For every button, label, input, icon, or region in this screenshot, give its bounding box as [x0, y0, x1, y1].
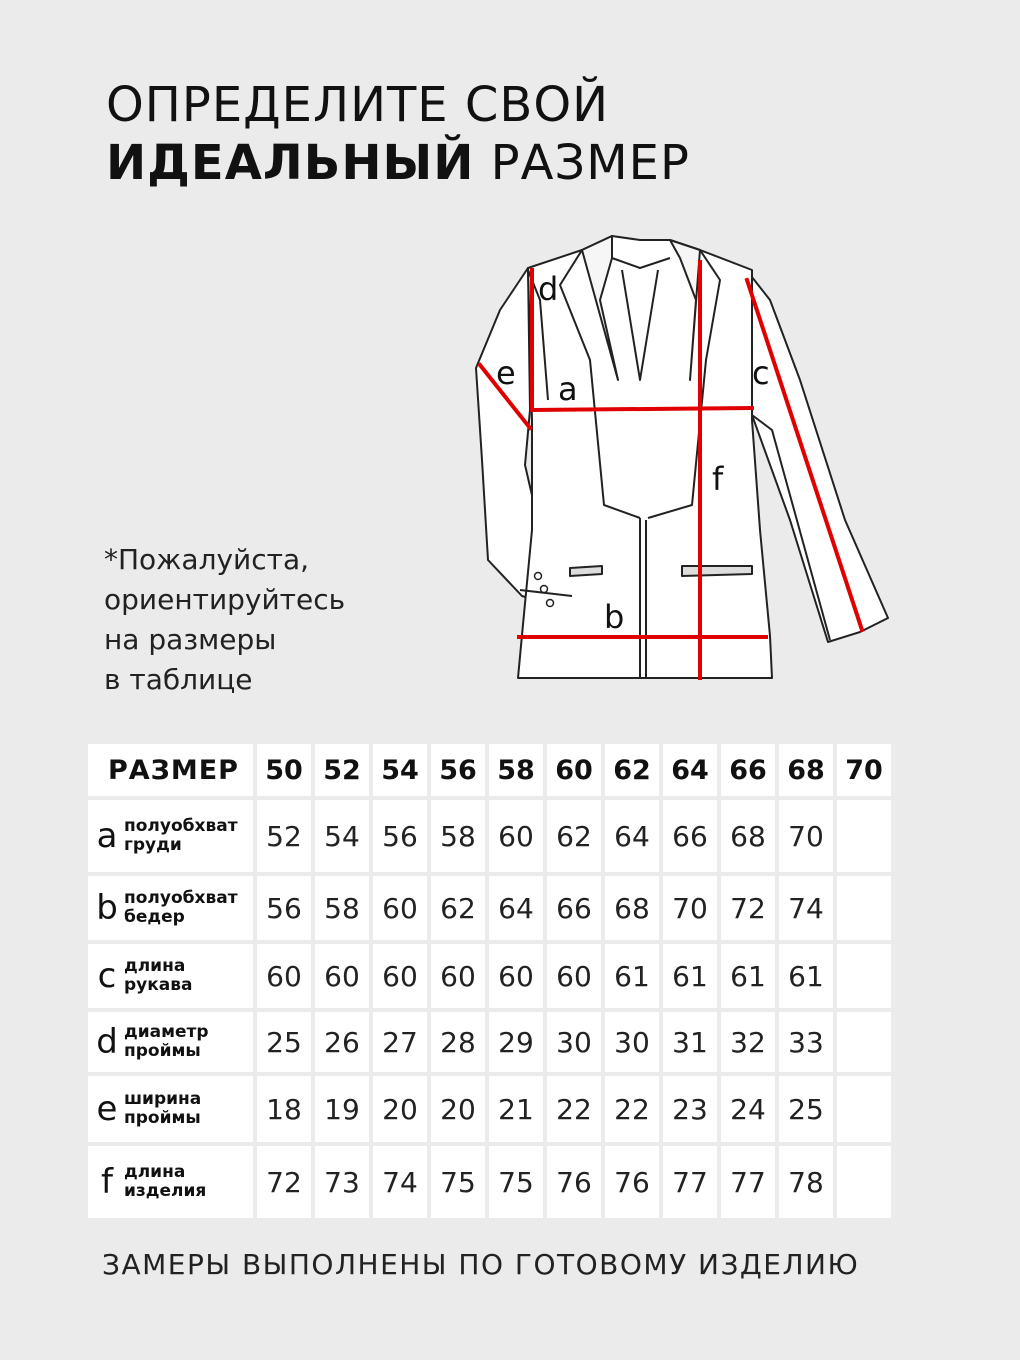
table-cell: 56: [373, 800, 427, 872]
table-cell: 33: [779, 1012, 833, 1072]
table-cell: [837, 1146, 891, 1218]
measure-line-a: [532, 408, 752, 410]
title-line-2: [106, 134, 690, 192]
table-cell: 30: [547, 1012, 601, 1072]
row-desc-line-1: длина: [124, 956, 186, 976]
table-cell: 70: [663, 876, 717, 940]
row-label: [88, 1076, 253, 1142]
row-description: [124, 817, 238, 855]
label-b: b: [604, 598, 625, 636]
table-cell: 64: [489, 876, 543, 940]
table-cell: 28: [431, 1012, 485, 1072]
table-cell: 27: [373, 1012, 427, 1072]
row-label: [88, 1012, 253, 1072]
note-line-2: ориентируйтесь: [104, 583, 346, 616]
table-cell: 75: [431, 1146, 485, 1218]
table-cell: 58: [431, 800, 485, 872]
table-cell: 72: [721, 876, 775, 940]
table-cell: 22: [605, 1076, 659, 1142]
table-row: [88, 1012, 891, 1072]
title-bold: ИДЕАЛЬНЫЙ: [106, 135, 475, 191]
size-col-header: 60: [547, 744, 601, 796]
table-cell: [837, 876, 891, 940]
row-label: [88, 944, 253, 1008]
table-cell: 60: [431, 944, 485, 1008]
row-letter: d: [96, 1022, 118, 1062]
label-c: c: [752, 354, 770, 392]
title-rest: РАЗМЕР: [474, 135, 690, 191]
label-a: a: [558, 370, 578, 408]
page-title: [106, 76, 690, 192]
row-desc-line-2: бедер: [124, 907, 185, 927]
table-cell: 73: [315, 1146, 369, 1218]
table-cell: 58: [315, 876, 369, 940]
table-cell: [837, 944, 891, 1008]
table-cell: 52: [257, 800, 311, 872]
table-cell: [837, 1012, 891, 1072]
table-cell: 60: [257, 944, 311, 1008]
table-cell: 54: [315, 800, 369, 872]
table-cell: 26: [315, 1012, 369, 1072]
table-cell: 61: [721, 944, 775, 1008]
row-desc-line-1: полуобхват: [124, 888, 238, 908]
table-cell: 76: [547, 1146, 601, 1218]
size-header-label: РАЗМЕР: [88, 744, 253, 796]
row-letter: b: [96, 888, 118, 928]
table-cell: 60: [315, 944, 369, 1008]
row-letter: c: [97, 956, 117, 996]
table-row: [88, 800, 891, 872]
table-cell: 77: [663, 1146, 717, 1218]
size-col-header: 58: [489, 744, 543, 796]
table-cell: 29: [489, 1012, 543, 1072]
size-note: [104, 540, 345, 700]
table-cell: 72: [257, 1146, 311, 1218]
table-cell: 25: [779, 1076, 833, 1142]
table-cell: 68: [605, 876, 659, 940]
table-cell: 30: [605, 1012, 659, 1072]
table-cell: 62: [547, 800, 601, 872]
row-desc-line-2: рукава: [124, 975, 193, 995]
table-cell: 78: [779, 1146, 833, 1218]
row-desc-line-2: проймы: [124, 1108, 201, 1128]
table-cell: 70: [779, 800, 833, 872]
table-row: [88, 944, 891, 1008]
table-cell: 66: [663, 800, 717, 872]
row-desc-line-1: длина: [124, 1162, 186, 1182]
size-col-header: 62: [605, 744, 659, 796]
size-col-header: 66: [721, 744, 775, 796]
table-cell: 22: [547, 1076, 601, 1142]
row-description: [124, 889, 238, 927]
row-description: [124, 1090, 201, 1128]
table-cell: 68: [721, 800, 775, 872]
note-line-3: на размеры: [104, 623, 277, 656]
table-cell: 61: [663, 944, 717, 1008]
table-cell: 24: [721, 1076, 775, 1142]
table-row: [88, 1146, 891, 1218]
note-line-4: в таблице: [104, 663, 253, 696]
label-d: d: [538, 270, 559, 308]
row-letter: f: [101, 1162, 113, 1202]
table-cell: 32: [721, 1012, 775, 1072]
table-cell: 31: [663, 1012, 717, 1072]
table-row: [88, 1076, 891, 1142]
title-line-1: ОПРЕДЕЛИТЕ СВОЙ: [106, 77, 610, 133]
size-col-header: 56: [431, 744, 485, 796]
label-f: f: [712, 460, 724, 498]
table-cell: 20: [431, 1076, 485, 1142]
note-line-1: *Пожалуйста,: [104, 543, 309, 576]
size-header-row: [88, 744, 891, 796]
table-cell: 21: [489, 1076, 543, 1142]
row-desc-line-2: груди: [124, 835, 182, 855]
size-table-body: [88, 800, 891, 1218]
table-cell: [837, 1076, 891, 1142]
table-cell: 74: [779, 876, 833, 940]
table-cell: 66: [547, 876, 601, 940]
row-description: [124, 957, 193, 995]
table-cell: 62: [431, 876, 485, 940]
row-letter: e: [96, 1089, 118, 1129]
table-cell: 76: [605, 1146, 659, 1218]
size-col-header: 54: [373, 744, 427, 796]
table-cell: 25: [257, 1012, 311, 1072]
row-description: [124, 1163, 206, 1201]
table-cell: 60: [489, 800, 543, 872]
size-table: [84, 740, 895, 1222]
table-cell: 18: [257, 1076, 311, 1142]
table-cell: 64: [605, 800, 659, 872]
table-cell: 20: [373, 1076, 427, 1142]
row-desc-line-1: полуобхват: [124, 816, 238, 836]
table-cell: 60: [373, 876, 427, 940]
table-cell: 56: [257, 876, 311, 940]
table-cell: 19: [315, 1076, 369, 1142]
size-col-header: 50: [257, 744, 311, 796]
row-desc-line-1: ширина: [124, 1089, 202, 1109]
row-label: [88, 800, 253, 872]
table-cell: 74: [373, 1146, 427, 1218]
table-cell: [837, 800, 891, 872]
size-col-header: 64: [663, 744, 717, 796]
row-label: [88, 876, 253, 940]
row-description: [124, 1023, 209, 1061]
footer-note: ЗАМЕРЫ ВЫПОЛНЕНЫ ПО ГОТОВОМУ ИЗДЕЛИЮ: [102, 1248, 860, 1281]
label-e: e: [496, 354, 516, 392]
table-row: [88, 876, 891, 940]
size-col-header: 70: [837, 744, 891, 796]
table-cell: 61: [605, 944, 659, 1008]
row-desc-line-2: изделия: [124, 1181, 207, 1201]
table-cell: 75: [489, 1146, 543, 1218]
table-cell: 23: [663, 1076, 717, 1142]
table-cell: 60: [547, 944, 601, 1008]
jacket-diagram: [460, 225, 920, 695]
table-cell: 60: [489, 944, 543, 1008]
size-col-header: 52: [315, 744, 369, 796]
row-desc-line-1: диаметр: [124, 1022, 209, 1042]
table-cell: 60: [373, 944, 427, 1008]
table-cell: 61: [779, 944, 833, 1008]
row-letter: a: [96, 816, 118, 856]
size-col-header: 68: [779, 744, 833, 796]
table-cell: 77: [721, 1146, 775, 1218]
row-desc-line-2: проймы: [124, 1041, 201, 1061]
row-label: [88, 1146, 253, 1218]
